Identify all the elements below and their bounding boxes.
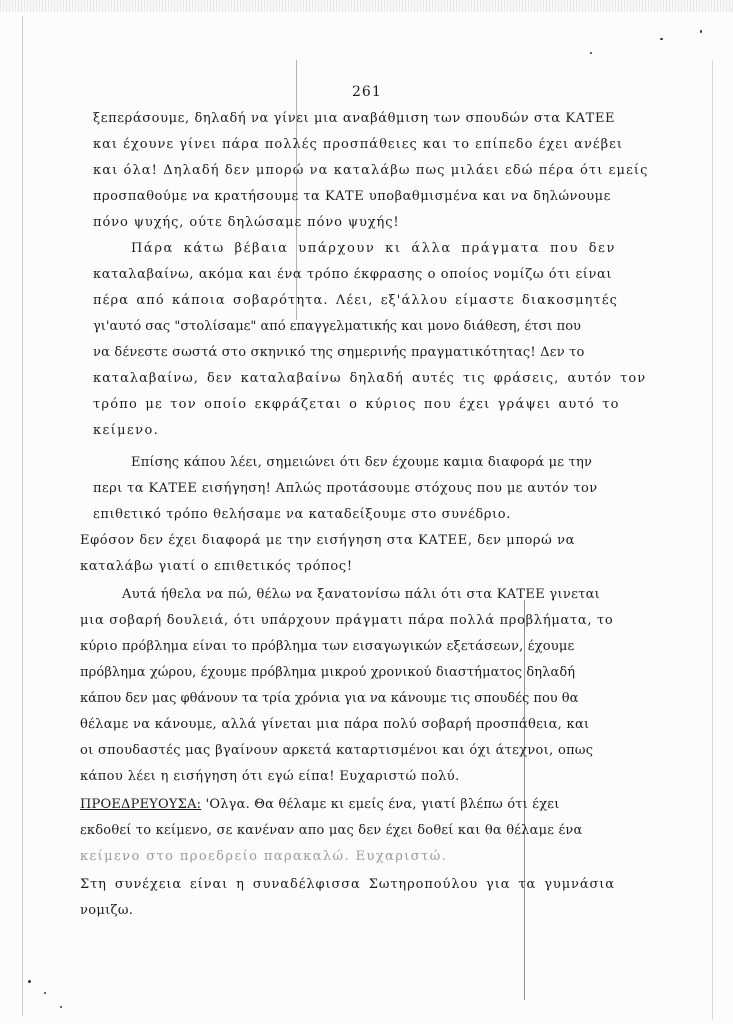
scan-speck	[44, 992, 46, 994]
text-line: κάπου δεν μας φθάνουν τα τρία χρόνια για να κάνουμε τις σπουδές που θα	[80, 691, 579, 706]
text-line: και όλα! Δηλαδή δεν μπορώ να καταλάβω πως μιλάει εδώ πέρα ότι εμείς	[93, 163, 649, 178]
text-line: θέλαμε να κάνουμε, αλλά γίνεται μια πάρα πολύ σοβαρή προσπάθεια, και	[80, 717, 590, 732]
text-line: επιθετικό τρόπο θελήσαμε να καταδείξουμε στο συνέδριο.	[93, 507, 511, 522]
text-line: και έχουνε γίνει πάρα πολλές προσπάθειες και το επίπεδο έχει ανέβει	[93, 137, 623, 152]
page-number: 261	[352, 84, 382, 100]
text-line: προσπαθούμε να κρατήσουμε τα ΚΑΤΕ υποβαθμισμένα και να δηλώνουμε	[93, 189, 611, 204]
text-line: Πάρα κάτω βέβαια υπάρχουν κι άλλα πράγματα που δεν	[131, 241, 617, 256]
text-line: πέρα από κάποια σοβαρότητα. Λέει, εξ'άλλου είμαστε διακοσμητές	[93, 293, 619, 308]
speaker-text: 'Ολγα. Θα θέλαμε κι εμείς ένα, γιατί βλέπω ότι έχει	[201, 797, 560, 812]
text-line: Επίσης κάπου λέει, σημειώνει ότι δεν έχουμε καμια διαφορά με την	[131, 455, 593, 470]
text-line-faded: κείμενο στο προεδρείο παρακαλώ. Ευχαριστώ.	[80, 849, 448, 864]
text-line: καταλάβω γιατί ο επιθετικός τρόπος!	[80, 559, 353, 574]
scan-speck	[590, 52, 592, 54]
text-line: περι τα ΚΑΤΕΕ εισήγηση! Απλώς προτάσουμε στόχους που με αυτόν τον	[93, 481, 598, 496]
scan-speck	[60, 1006, 62, 1008]
text-line: Στη συνέχεια είναι η συναδέλφισσα Σωτηροπούλου για τα γυμνάσια	[80, 877, 615, 892]
text-line: κείμενο.	[93, 423, 160, 438]
text-line: νομιζω.	[80, 903, 134, 918]
text-line: γι'αυτό σας "στολίσαμε" από επαγγελματικής και μονο διάθεση, έτσι που	[93, 319, 581, 334]
scan-right-margin-line	[712, 60, 713, 1020]
text-line: μια σοβαρή δουλειά, ότι υπάρχουν πράγματι πάρα πολλά προβλήματα, το	[80, 613, 614, 628]
text-line: οι σπουδαστές μας βγαίνουν αρκετά καταρτισμένοι και όχι άτεχνοι, οπως	[80, 743, 594, 758]
scan-speck	[700, 30, 702, 33]
scan-edge-noise	[0, 0, 733, 12]
scan-speck	[660, 38, 663, 40]
speaker-label: ΠΡΟΕΔΡΕΥΟΥΣΑ:	[80, 797, 202, 812]
scan-left-margin-line	[22, 16, 23, 1016]
text-line: πόνο ψυχής, ούτε δηλώσαμε πόνο ψυχής!	[93, 215, 400, 230]
text-line: Εφόσον δεν έχει διαφορά με την εισήγηση στα ΚΑΤΕΕ, δεν μπορώ να	[80, 533, 575, 548]
speaker-line	[80, 797, 560, 812]
text-line: ξεπεράσουμε, δηλαδή να γίνει μια αναβάθμιση των σπουδών στα ΚΑΤΕΕ	[93, 111, 616, 126]
text-line: πρόβλημα χώρου, έχουμε πρόβλημα μικρού χρονικού διαστήματος δηλαδή	[80, 665, 576, 680]
scan-speck	[28, 980, 31, 983]
text-line: κάπου λέει η εισήγηση ότι εγώ είπα! Ευχαριστώ πολύ.	[80, 769, 460, 784]
text-line: Αυτά ήθελα να πώ, θέλω να ξανατονίσω πάλι ότι στα ΚΑΤΕΕ γινεται	[122, 587, 601, 602]
text-line: να δένεστε σωστά στο σκηνικό της σημερινής πραγματικότητας! Δεν το	[93, 345, 585, 360]
text-line: τρόπο με τον οποίο εκφράζεται ο κύριος που έχει γράψει αυτό το	[93, 397, 620, 412]
text-line: καταλαβαίνω, δεν καταλαβαίνω δηλαδή αυτές τις φράσεις, αυτόν τον	[93, 371, 647, 386]
text-line: κύριο πρόβλημα είναι το πρόβλημα των εισαγωγικών εξετάσεων, έχουμε	[80, 639, 575, 654]
text-line: καταλαβαίνω, ακόμα και ένα τρόπο έκφρασης ο οποίος νομίζω ότι είναι	[93, 267, 613, 282]
text-line: εκδοθεί το κείμενο, σε κανέναν απο μας δεν έχει δοθεί και θα θέλαμε ένα	[80, 823, 583, 838]
